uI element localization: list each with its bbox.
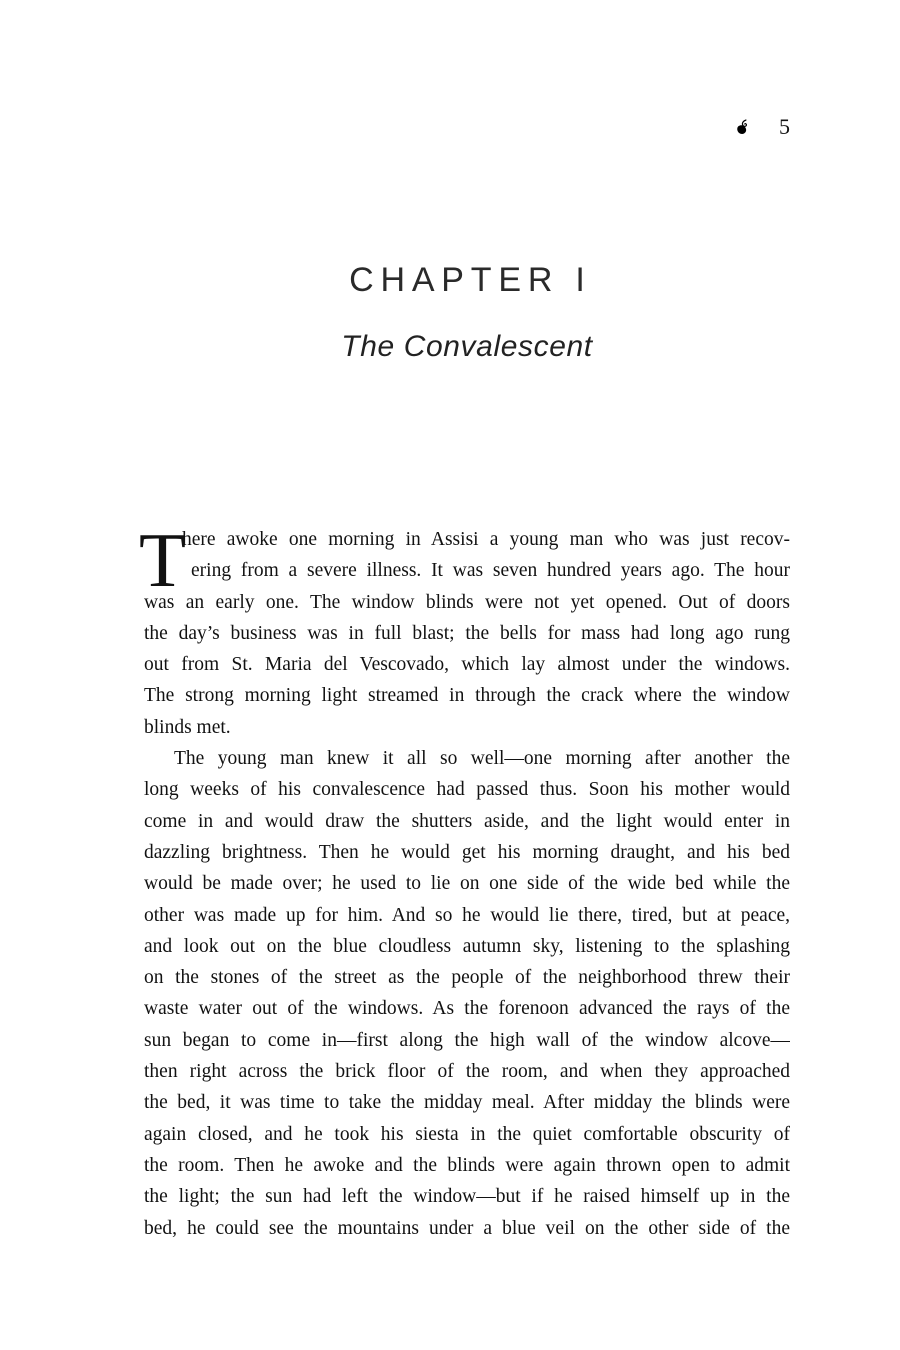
text-line: ering from a severe illness. It was seven hundred years ago. The hour (191, 560, 790, 582)
text-line: here awoke one morning in Assisi a young man who was just recov- (182, 529, 790, 550)
text-line: then right across the brick floor of the room, and when they approached (144, 1061, 790, 1083)
chapter-title: The Convalescent (341, 330, 593, 363)
text-line: come in and would draw the shutters aside, and the light would enter in (144, 810, 790, 832)
text-line: and look out on the blue cloudless autumn sky, listening to the splashing (144, 935, 790, 957)
text-line: sun began to come in—first along the high wall of the window alcove— (144, 1029, 790, 1051)
text-line: the day’s business was in full blast; the bells for mass had long ago rung (144, 622, 790, 644)
running-header (144, 116, 790, 138)
text-line: other was made up for him. And so he would lie there, tired, but at peace, (144, 904, 790, 926)
text-line: again closed, and he took his siesta in the quiet comfortable obscurity of (144, 1123, 790, 1145)
text-line: long weeks of his convalescence had passed thus. Soon his mother would (144, 779, 790, 801)
fleuron-icon (735, 119, 749, 136)
text-line: waste water out of the windows. As the forenoon advanced the rays of the (144, 998, 790, 1020)
body-text (139, 517, 790, 1244)
text-line: The young man knew it all so well—one morning after another the (174, 748, 790, 770)
text-line: blinds met. (144, 716, 231, 738)
text-line: the bed, it was time to take the midday meal. After midday the blinds were (144, 1092, 790, 1114)
text-line: bed, he could see the mountains under a blue veil on the other side of the (144, 1217, 790, 1239)
paragraph-1 (139, 517, 790, 743)
chapter-heading: CHAPTER I (349, 261, 592, 299)
paragraph-2 (144, 743, 790, 1244)
text-line: dazzling brightness. Then he would get his morning draught, and his bed (144, 841, 790, 863)
text-line: The strong morning light streamed in through the crack where the window (144, 685, 790, 707)
text-line: the light; the sun had left the window—but if he raised himself up in the (144, 1186, 790, 1208)
text-line: would be made over; he used to lie on one side of the wide bed while the (144, 873, 790, 895)
drop-cap: T (139, 517, 187, 603)
text-line: on the stones of the street as the people of the neighborhood threw their (144, 967, 790, 989)
text-line: the room. Then he awoke and the blinds were again thrown open to admit (144, 1154, 790, 1176)
text-line: was an early one. The window blinds were not yet opened. Out of doors (144, 591, 790, 613)
text-line: out from St. Maria del Vescovado, which lay almost under the windows. (144, 654, 790, 676)
page-number: 5 (779, 114, 790, 139)
